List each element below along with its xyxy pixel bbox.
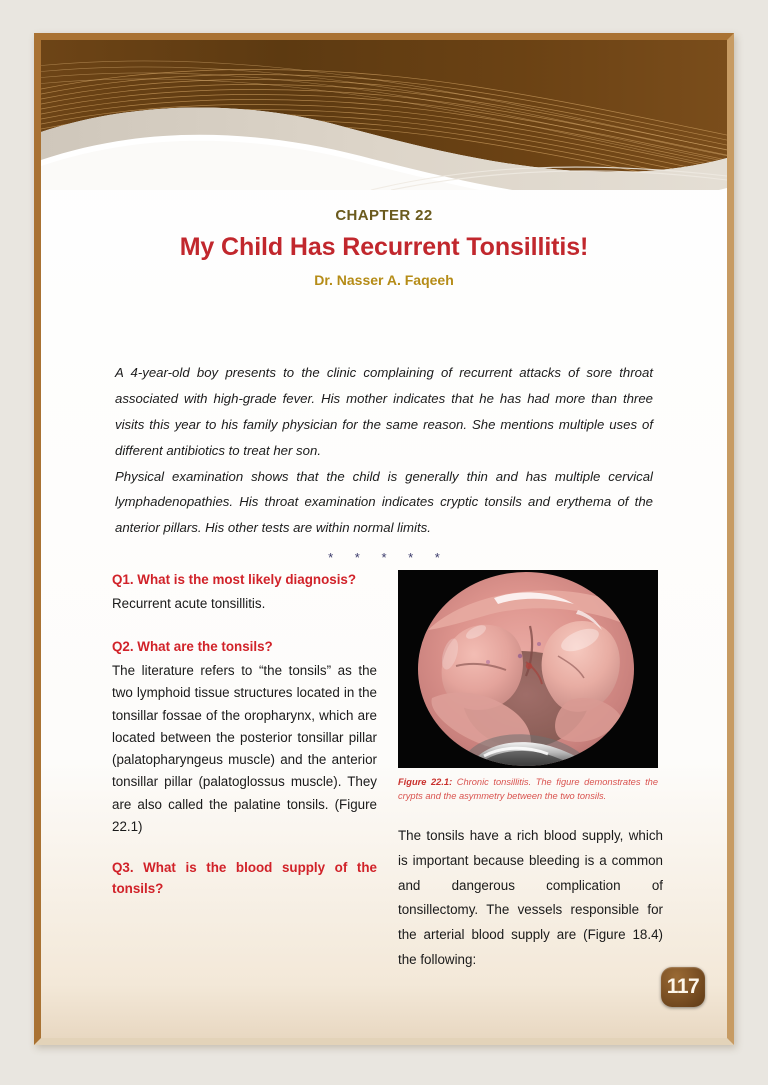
header-banner-decoration (41, 40, 727, 190)
endoscopy-photo-graphic (398, 570, 658, 768)
author-name: Dr. Nasser A. Faqeeh (314, 272, 454, 288)
case-vignette (115, 360, 653, 541)
page-number-badge: 117 (661, 967, 705, 1007)
page-content (41, 190, 727, 1038)
figure-caption (398, 775, 658, 803)
right-column (398, 570, 663, 986)
chapter-label: CHAPTER 22 (335, 207, 433, 224)
page-title: My Child Has Recurrent Tonsillitis! (179, 233, 589, 261)
question-3: Q3. What is the blood supply of the tonsils? (112, 860, 377, 896)
answer-2: The literature refers to “the tonsils” as the two lymphoid tissue structures located in the tonsillar fossae of the oropharynx, which are located between the posterior tonsillar pillar (palatopharyngeus muscle) and the anterior tonsillar pillar (palatoglossus muscle). They are also called the palatine tonsils. (Figure 22.1) (112, 663, 377, 834)
left-column (112, 570, 377, 900)
vignette-paragraph-2: Physical examination shows that the child is generally thin and has multiple cervical lymphadenopathies. His throat examination indicates cryptic tonsils and erythema of the anterior pillars. His other tests are within normal limits. (115, 468, 653, 536)
question-1: Q1. What is the most likely diagnosis? (112, 572, 357, 587)
figure-22-1-image (398, 570, 658, 768)
figure-caption-label: Figure 22.1: (398, 777, 453, 787)
question-2: Q2. What are the tonsils? (112, 639, 273, 655)
right-column-body: The tonsils have a rich blood supply, which is important because bleeding is a common and dangerous complication of tonsillectomy. The vessels responsible for the arterial blood supply are (Figure 18.4) the following: (398, 828, 663, 967)
two-column-body (41, 570, 727, 1000)
figure-caption-text: Chronic tonsillitis. The figure demonstrates the crypts and the asymmetry between the two tonsils. (398, 777, 658, 802)
answer-1: Recurrent acute tonsillitis. (112, 595, 266, 611)
section-separator-asterisks: * * * * * (328, 550, 449, 566)
banner-wave-graphic (41, 40, 727, 190)
vignette-paragraph-1: A 4-year-old boy presents to the clinic complaining of recurrent attacks of sore throat associated with high-grade fever. His mother indicates that he has had more than three visits this year to his family physician for the same reason. She mentions multiple uses of different antibiotics to treat her son. (115, 365, 653, 458)
